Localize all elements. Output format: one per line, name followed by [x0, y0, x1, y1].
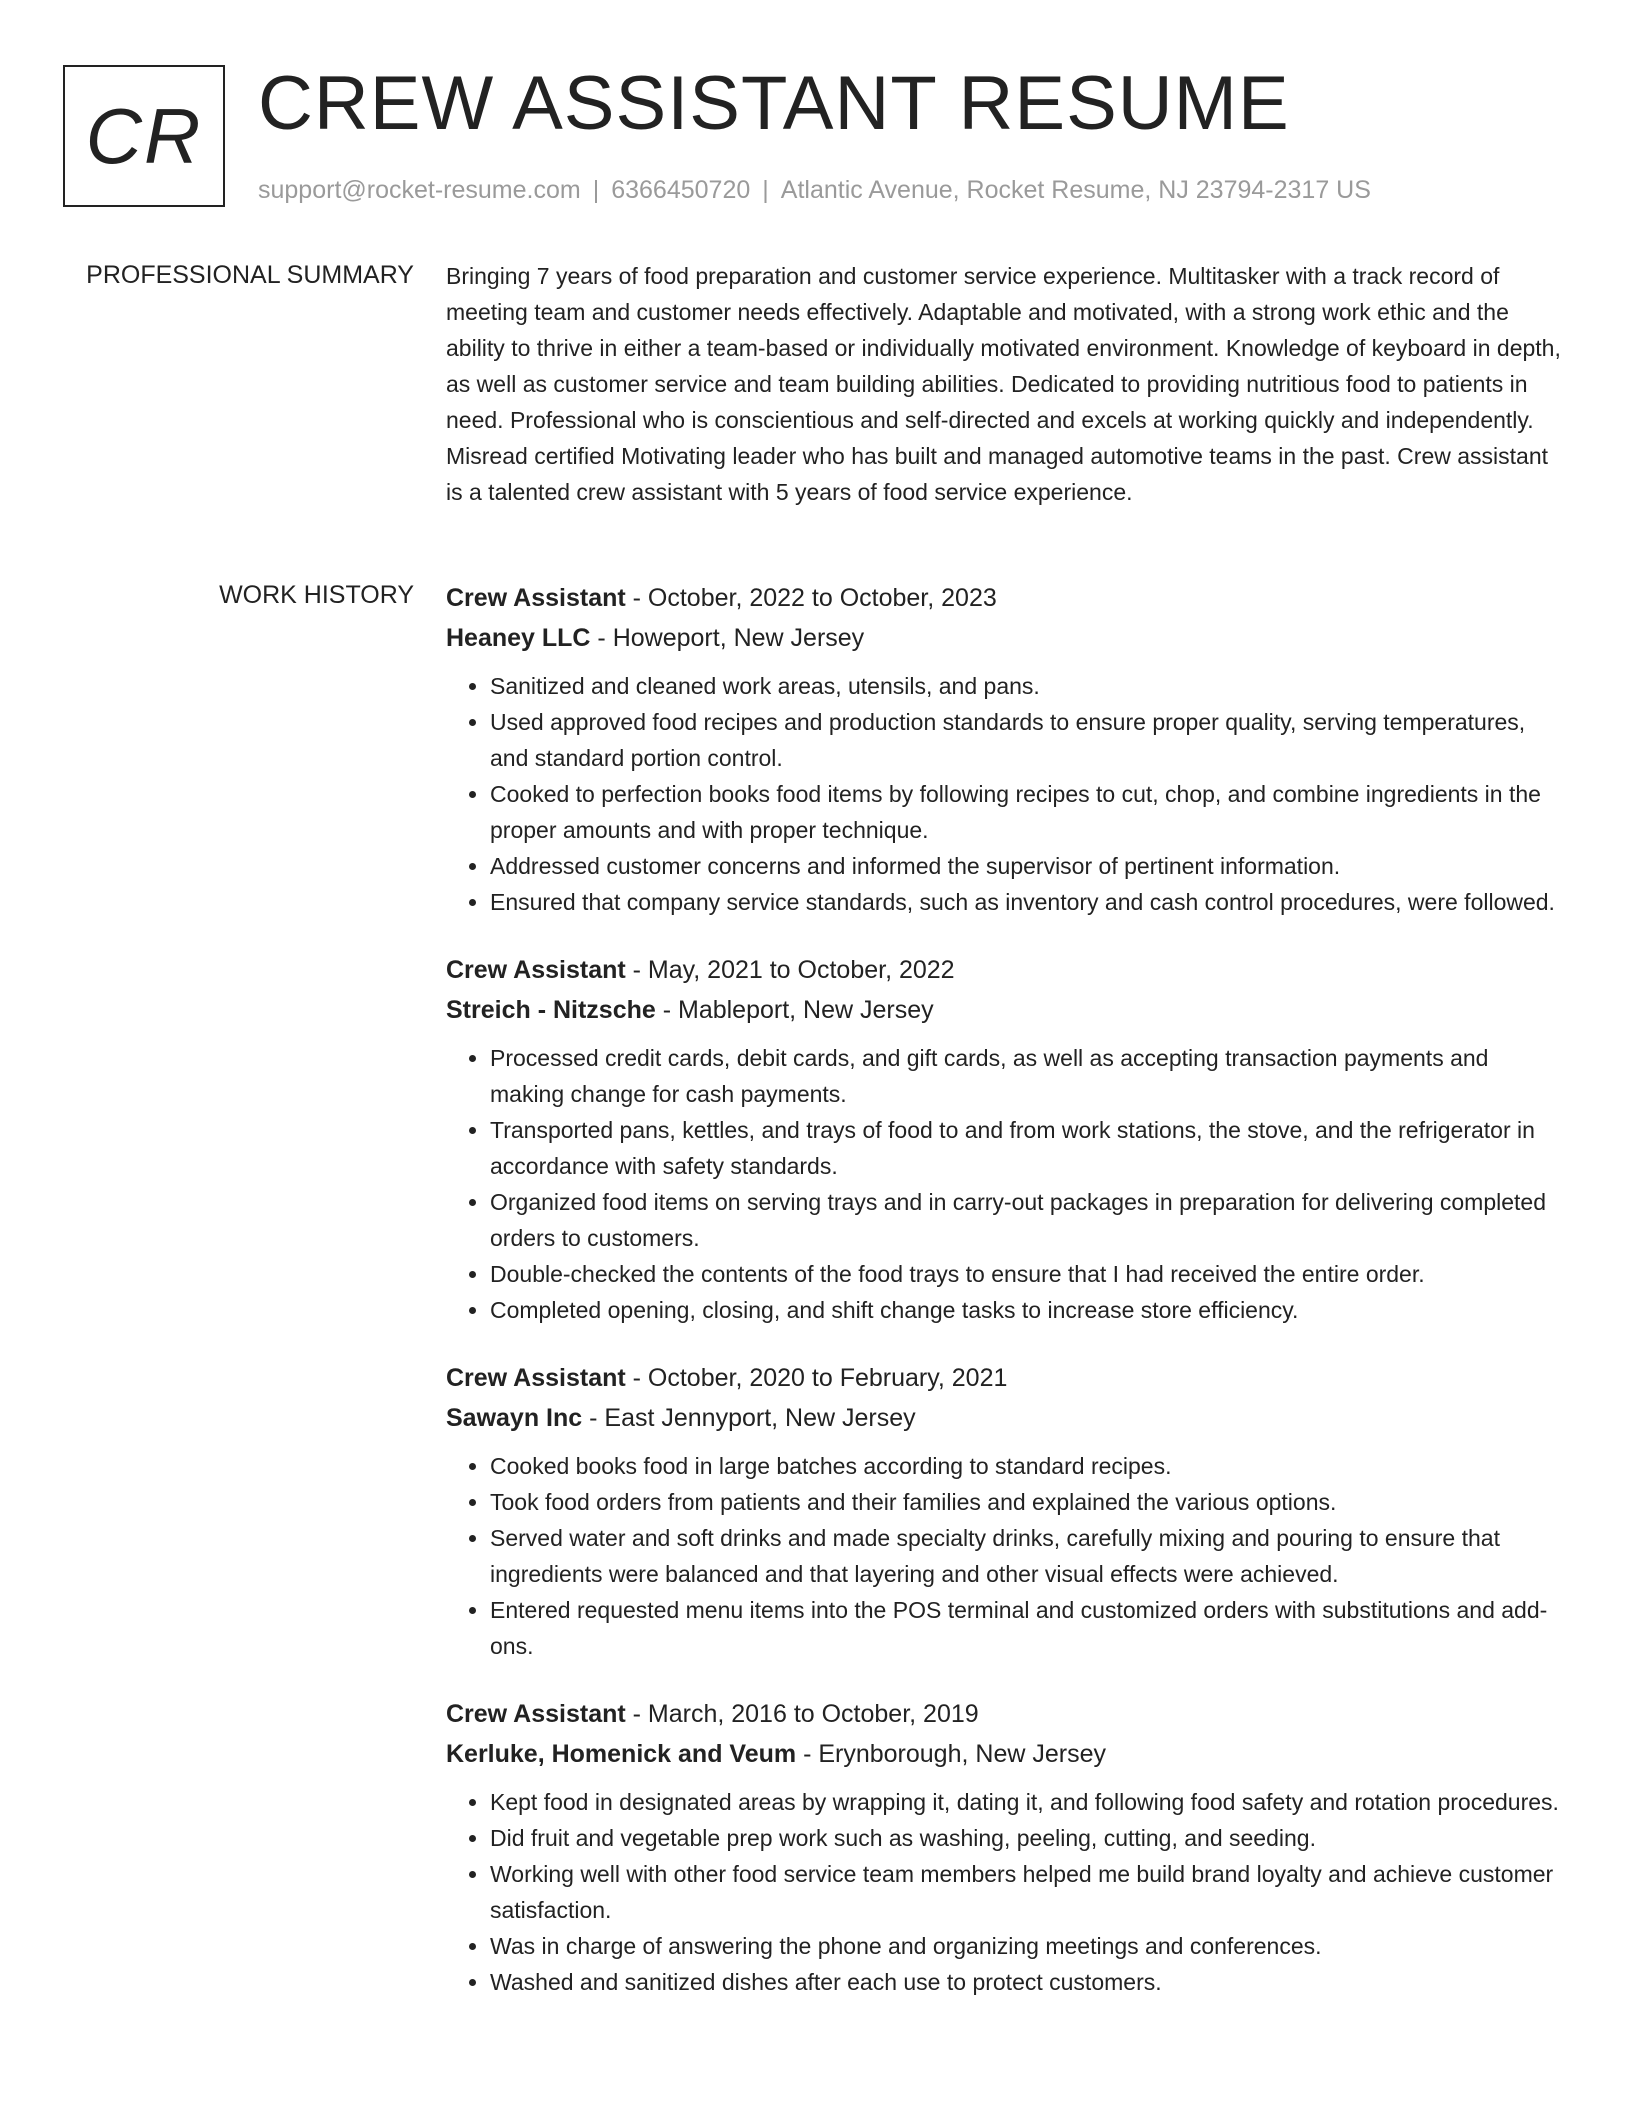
job-duty-item: • Cooked books food in large batches according to standard recipes.: [490, 1448, 1566, 1484]
contact-separator: |: [762, 176, 769, 204]
job-company: Streich - Nitzsche: [446, 996, 656, 1024]
job-entry: [446, 1358, 1566, 1664]
job-duties-list: [446, 1784, 1566, 2000]
job-duty-item: • Completed opening, closing, and shift change tasks to increase store efficiency.: [490, 1292, 1566, 1328]
job-duties-list: [446, 1448, 1566, 1664]
job-company-line: [446, 990, 1566, 1030]
work-history: [446, 578, 1566, 2030]
contact-line: [258, 174, 1371, 207]
job-duty-item: • Kept food in designated areas by wrapping it, dating it, and following food safety and rotation procedures.: [490, 1784, 1566, 1820]
job-duty-item: • Sanitized and cleaned work areas, utensils, and pans.: [490, 668, 1566, 704]
job-title: Crew Assistant: [446, 1364, 626, 1392]
job-duty-item: • Addressed customer concerns and informed the supervisor of pertinent information.: [490, 848, 1566, 884]
summary-section-label: PROFESSIONAL SUMMARY: [86, 261, 414, 289]
job-title-line: [446, 1358, 1566, 1398]
job-duty-item: • Ensured that company service standards, such as inventory and cash control procedures, were followed.: [490, 884, 1566, 920]
job-duty-item: • Double-checked the contents of the food trays to ensure that I had received the entire order.: [490, 1256, 1566, 1292]
job-company-line: [446, 618, 1566, 658]
contact-email: support@rocket-resume.com: [258, 176, 581, 204]
job-duty-item: • Used approved food recipes and production standards to ensure proper quality, serving temperatures, and standard portion control.: [490, 704, 1566, 776]
job-duty-item: • Took food orders from patients and their families and explained the various options.: [490, 1484, 1566, 1520]
job-location: - Howeport, New Jersey: [590, 624, 865, 652]
job-dates: - October, 2022 to October, 2023: [625, 584, 997, 612]
job-entry: [446, 950, 1566, 1328]
job-title-line: [446, 1694, 1566, 1734]
job-entry: [446, 1694, 1566, 2000]
job-duty-item: • Working well with other food service team members helped me build brand loyalty and achieve customer satisfaction.: [490, 1856, 1566, 1928]
contact-phone: 6366450720: [611, 176, 751, 204]
job-title: Crew Assistant: [446, 584, 626, 612]
contact-separator: |: [592, 176, 600, 204]
job-duties-list: [446, 1040, 1566, 1328]
job-company-line: [446, 1398, 1566, 1438]
job-duty-item: • Transported pans, kettles, and trays of food to and from work stations, the stove, and the refrigerator in accordance with safety standards.: [490, 1112, 1566, 1184]
job-title: Crew Assistant: [446, 1700, 626, 1728]
job-location: - East Jennyport, New Jersey: [582, 1404, 916, 1432]
job-duty-item: • Entered requested menu items into the POS terminal and customized orders with substitutions and add-ons.: [490, 1592, 1566, 1664]
job-duty-item: • Processed credit cards, debit cards, and gift cards, as well as accepting transaction payments and making change for cash payments.: [490, 1040, 1566, 1112]
job-duty-item: • Did fruit and vegetable prep work such as washing, peeling, cutting, and seeding.: [490, 1820, 1566, 1856]
job-duty-item: • Served water and soft drinks and made specialty drinks, carefully mixing and pouring to ensure that ingredients were balanced and that layering and other visual effects were achieved.: [490, 1520, 1566, 1592]
job-company: Sawayn Inc: [446, 1404, 583, 1432]
job-title: Crew Assistant: [446, 956, 626, 984]
job-dates: - October, 2020 to February, 2021: [625, 1364, 1008, 1392]
job-duty-item: • Was in charge of answering the phone and organizing meetings and conferences.: [490, 1928, 1566, 1964]
job-location: - Erynborough, New Jersey: [796, 1740, 1106, 1768]
job-duty-item: • Organized food items on serving trays and in carry-out packages in preparation for delivering completed orders to customers.: [490, 1184, 1566, 1256]
job-title-line: [446, 950, 1566, 990]
job-company: Kerluke, Homenick and Veum: [446, 1740, 797, 1768]
job-duty-item: • Washed and sanitized dishes after each use to protect customers.: [490, 1964, 1566, 2000]
job-duty-item: • Cooked to perfection books food items by following recipes to cut, chop, and combine ingredients in the proper amounts and with proper technique.: [490, 776, 1566, 848]
monogram-box: [63, 65, 225, 207]
job-title-line: [446, 578, 1566, 618]
job-dates: - May, 2021 to October, 2022: [625, 956, 955, 984]
job-company: Heaney LLC: [446, 624, 591, 652]
job-entry: [446, 578, 1566, 920]
job-company-line: [446, 1734, 1566, 1774]
resume-title: CREW ASSISTANT RESUME: [258, 61, 1290, 146]
job-dates: - March, 2016 to October, 2019: [625, 1700, 979, 1728]
monogram-initials: CR: [85, 92, 203, 180]
work-section-label: WORK HISTORY: [219, 581, 414, 609]
job-duties-list: [446, 668, 1566, 920]
summary-text: Bringing 7 years of food preparation and customer service experience. Multitasker with a track record of meeting team and customer needs effectively. Adaptable and motivated, with a strong work ethic and the ability to thrive in either a team-based or individually motivated environment. Knowledge of keyboard in depth, as well as customer service and team building abilities. Dedicated to providing nutritious food to patients in need. Professional who is conscientious and self-directed and excels at working quickly and independently. Misread certified Motivating leader who has built and managed automotive teams in the past. Crew assistant is a talented crew assistant with 5 years of food service experience.: [446, 263, 1561, 505]
job-location: - Mableport, New Jersey: [655, 996, 934, 1024]
contact-address: Atlantic Avenue, Rocket Resume, NJ 23794-2317 US: [780, 176, 1371, 204]
